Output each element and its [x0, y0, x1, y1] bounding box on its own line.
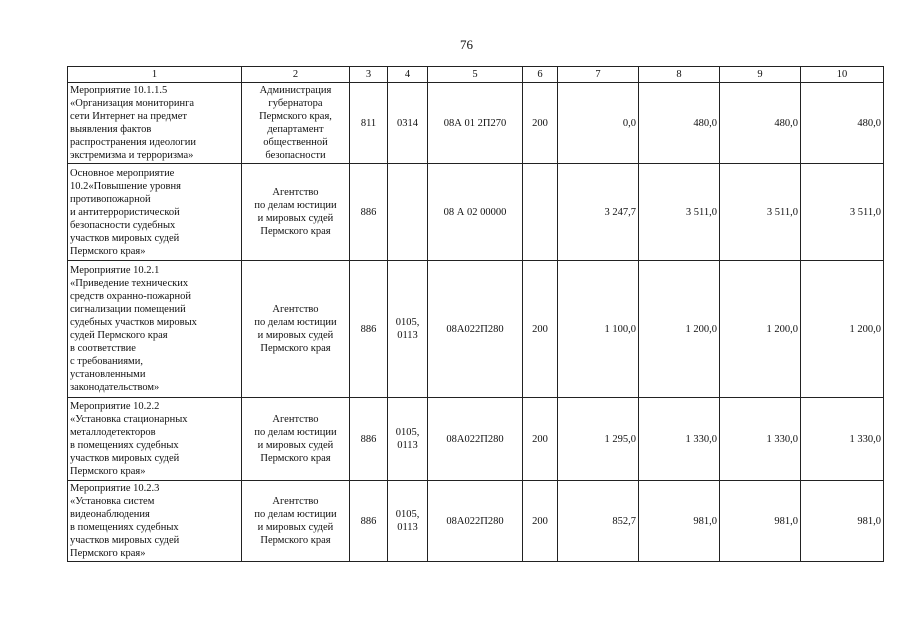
- table-row: [68, 398, 884, 481]
- column-header: 3: [350, 67, 388, 83]
- amount-cell: 1 200,0: [801, 261, 884, 398]
- grbs-cell: 886: [350, 398, 388, 481]
- grbs-cell: 886: [350, 261, 388, 398]
- amount-cell: 1 200,0: [639, 261, 720, 398]
- amount-cell: 480,0: [720, 83, 801, 164]
- expense-type-cell: [523, 164, 558, 261]
- table-row: [68, 83, 884, 164]
- target-article-cell: 08А022П280: [428, 481, 523, 562]
- amount-cell: 1 330,0: [639, 398, 720, 481]
- table-row: [68, 164, 884, 261]
- section-code-cell: 0105, 0113: [388, 481, 428, 562]
- target-article-cell: 08 А 02 00000: [428, 164, 523, 261]
- amount-cell: 3 511,0: [720, 164, 801, 261]
- column-header: 7: [558, 67, 639, 83]
- agency-cell: Агентство по делам юстиции и мировых судей Пермского края: [242, 398, 350, 481]
- section-code-cell: 0105, 0113: [388, 398, 428, 481]
- column-header: 5: [428, 67, 523, 83]
- grbs-cell: 886: [350, 481, 388, 562]
- amount-cell: 981,0: [639, 481, 720, 562]
- section-code-cell: 0314: [388, 83, 428, 164]
- column-header: 4: [388, 67, 428, 83]
- column-header: 1: [68, 67, 242, 83]
- measure-name-cell: Основное мероприятие 10.2«Повышение уровня противопожарной и антитеррористической безопасности судебных участков мировых судей Пермского края»: [68, 164, 242, 261]
- amount-cell: 1 100,0: [558, 261, 639, 398]
- measure-name-cell: Мероприятие 10.2.2 «Установка стационарных металлодетекторов в помещениях судебных участков мировых судей Пермского края»: [68, 398, 242, 481]
- expense-type-cell: 200: [523, 261, 558, 398]
- amount-cell: 1 330,0: [801, 398, 884, 481]
- amount-cell: 3 511,0: [639, 164, 720, 261]
- table-row: [68, 481, 884, 562]
- column-header: 9: [720, 67, 801, 83]
- table-body: [68, 83, 884, 562]
- expense-type-cell: 200: [523, 481, 558, 562]
- column-header: 6: [523, 67, 558, 83]
- amount-cell: 480,0: [639, 83, 720, 164]
- agency-cell: Администрация губернатора Пермского края, департамент общественной безопасности: [242, 83, 350, 164]
- column-header: 8: [639, 67, 720, 83]
- page-number: 76: [460, 37, 473, 52]
- grbs-cell: 811: [350, 83, 388, 164]
- amount-cell: 1 295,0: [558, 398, 639, 481]
- agency-cell: Агентство по делам юстиции и мировых судей Пермского края: [242, 261, 350, 398]
- section-code-cell: 0105, 0113: [388, 261, 428, 398]
- grbs-cell: 886: [350, 164, 388, 261]
- amount-cell: 852,7: [558, 481, 639, 562]
- amount-cell: 0,0: [558, 83, 639, 164]
- agency-cell: Агентство по делам юстиции и мировых судей Пермского края: [242, 481, 350, 562]
- measure-name-cell: Мероприятие 10.2.3 «Установка систем видеонаблюдения в помещениях судебных участков мировых судей Пермского края»: [68, 481, 242, 562]
- amount-cell: 1 330,0: [720, 398, 801, 481]
- measure-name-cell: Мероприятие 10.1.1.5 «Организация мониторинга сети Интернет на предмет выявления фактов распространения идеологии экстремизма и терроризма»: [68, 83, 242, 164]
- amount-cell: 480,0: [801, 83, 884, 164]
- target-article-cell: 08А022П280: [428, 398, 523, 481]
- amount-cell: 1 200,0: [720, 261, 801, 398]
- table-header: [68, 67, 884, 83]
- amount-cell: 981,0: [801, 481, 884, 562]
- target-article-cell: 08А022П280: [428, 261, 523, 398]
- amount-cell: 3 511,0: [801, 164, 884, 261]
- expense-type-cell: 200: [523, 83, 558, 164]
- agency-cell: Агентство по делам юстиции и мировых судей Пермского края: [242, 164, 350, 261]
- column-header: 2: [242, 67, 350, 83]
- measure-name-cell: Мероприятие 10.2.1 «Приведение технических средств охранно-пожарной сигнализации помещений судебных участков мировых судей Пермского края в соответствие с требованиями, установленными законодательством»: [68, 261, 242, 398]
- expense-type-cell: 200: [523, 398, 558, 481]
- amount-cell: 981,0: [720, 481, 801, 562]
- section-code-cell: [388, 164, 428, 261]
- budget-table: [67, 66, 884, 562]
- amount-cell: 3 247,7: [558, 164, 639, 261]
- header-row: [68, 67, 884, 83]
- column-header: 10: [801, 67, 884, 83]
- target-article-cell: 08А 01 2П270: [428, 83, 523, 164]
- table-row: [68, 261, 884, 398]
